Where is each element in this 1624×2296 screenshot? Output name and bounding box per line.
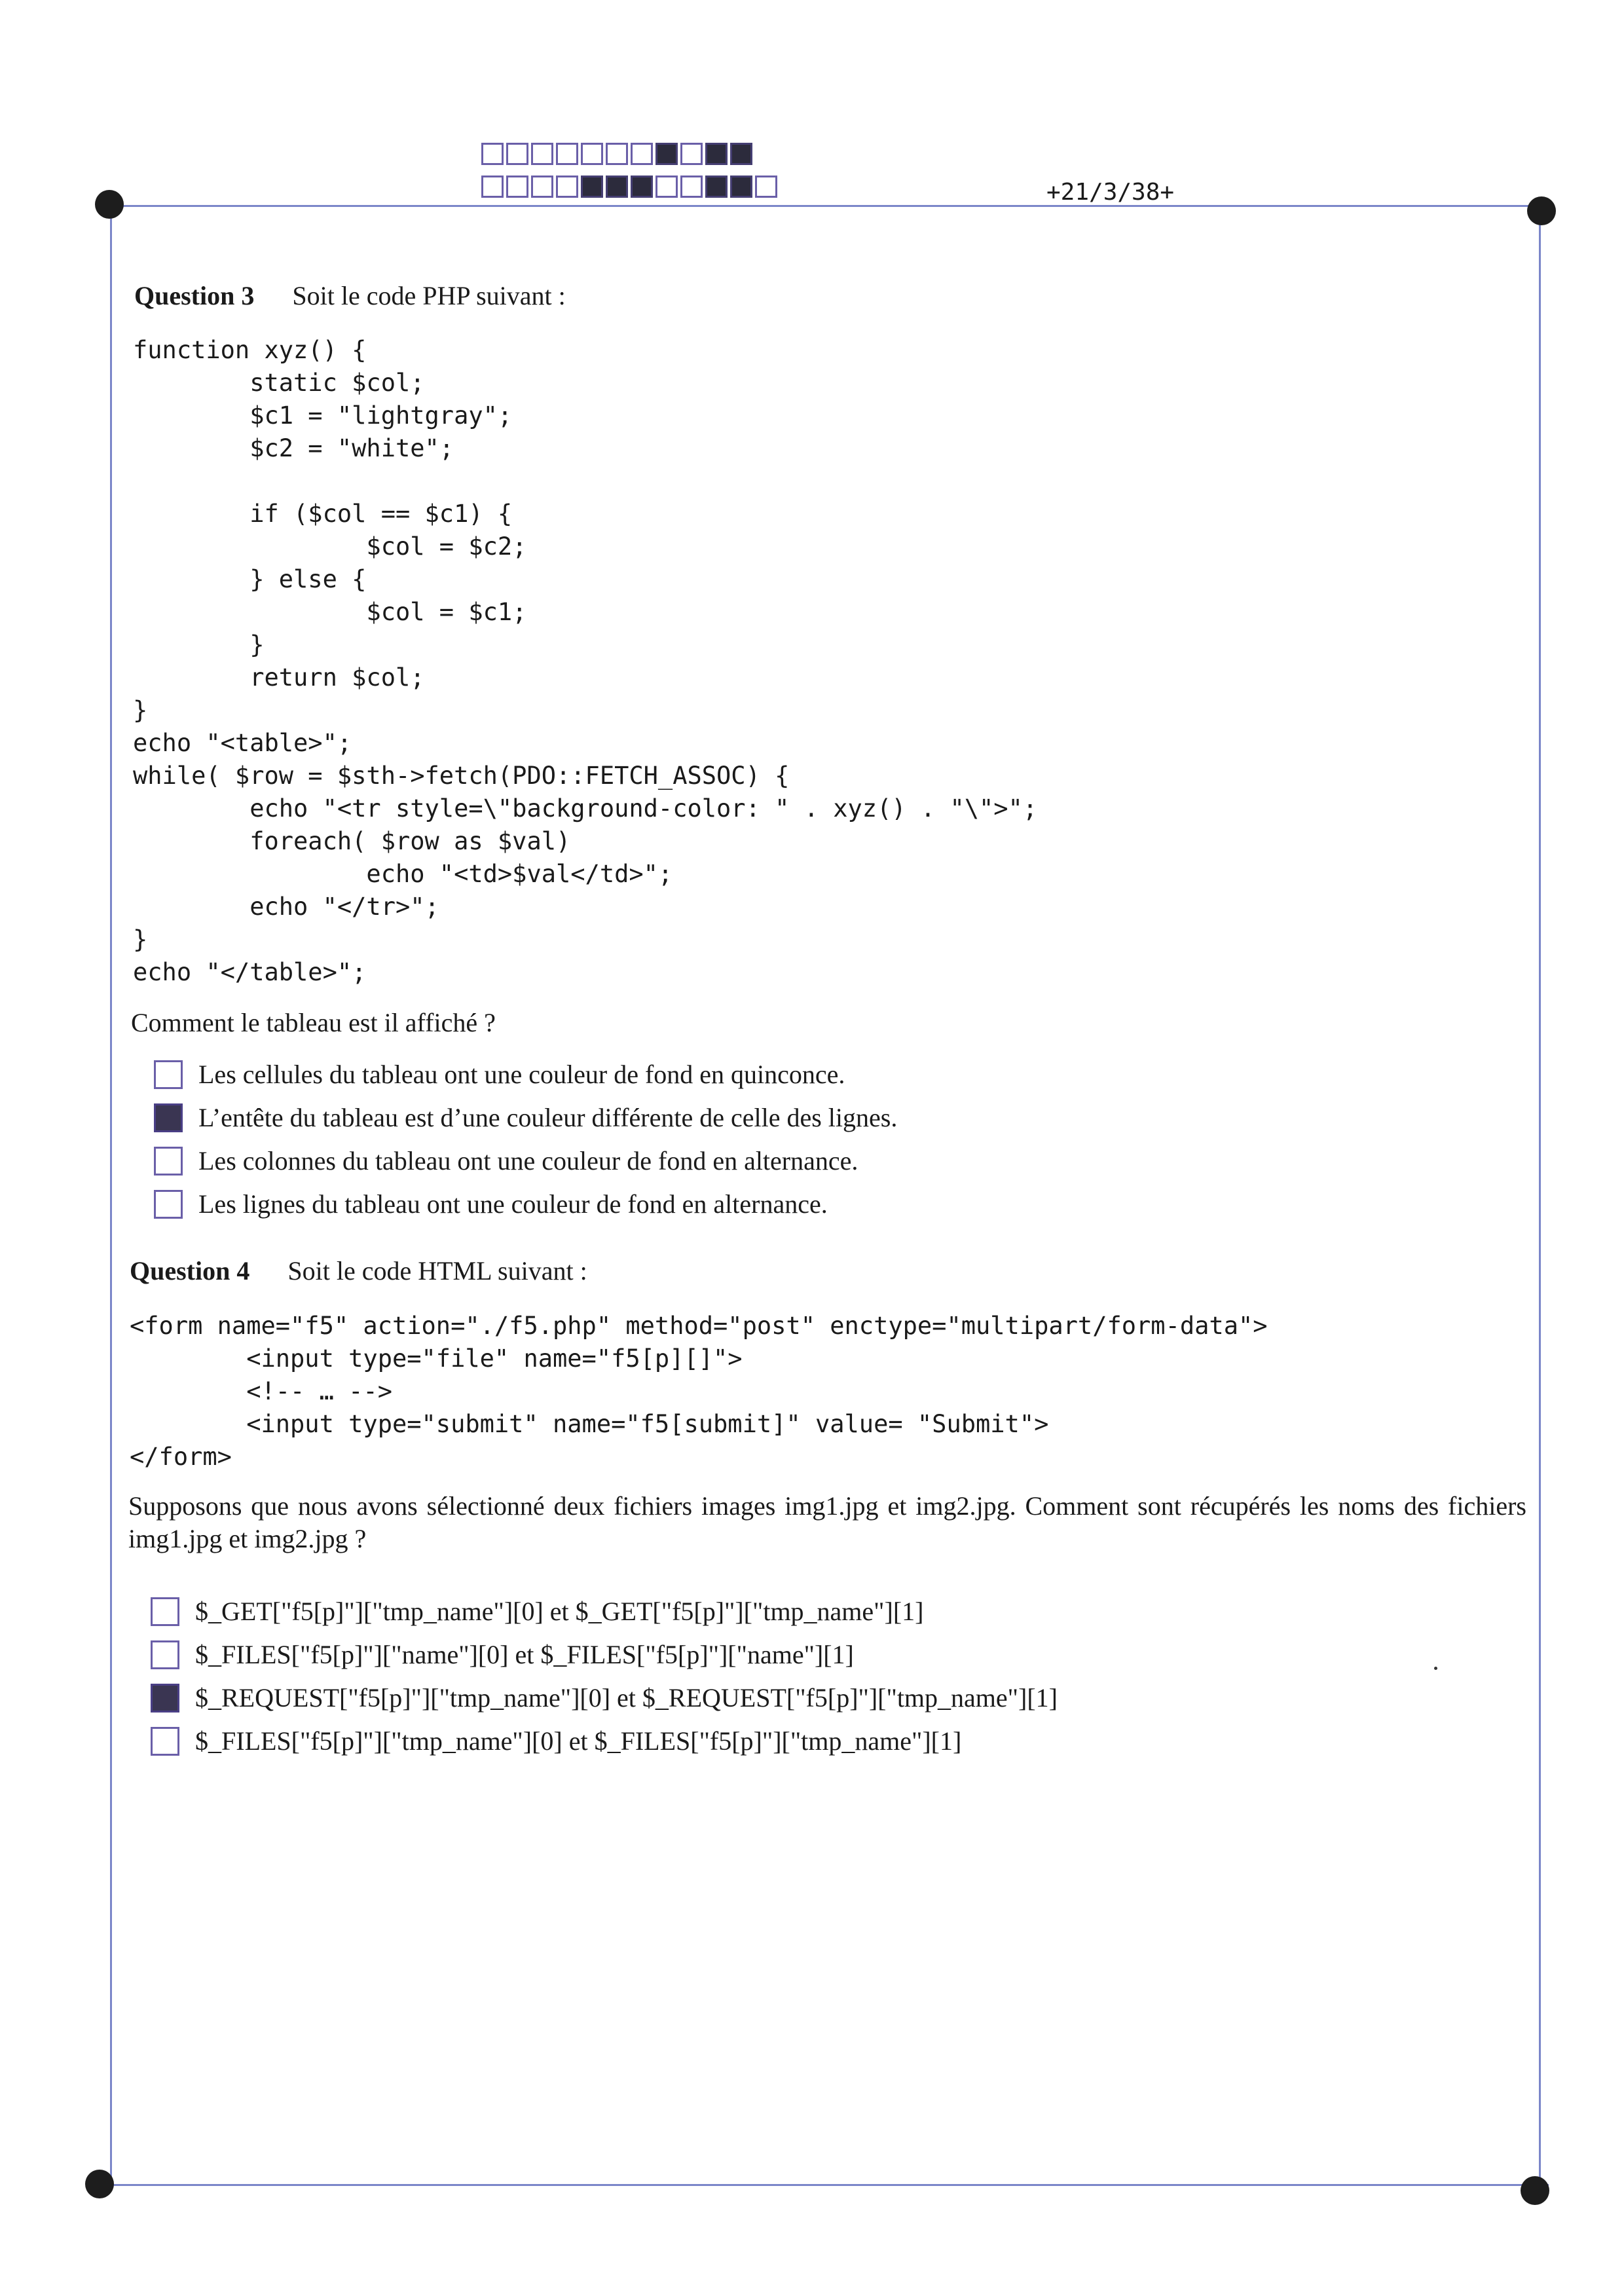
answer-label: L’entête du tableau est d’une couleur différente de celle des lignes. (198, 1103, 898, 1132)
answer-checkbox[interactable] (151, 1727, 179, 1756)
frame-left (110, 206, 112, 2184)
answer-checkbox[interactable] (154, 1103, 183, 1132)
answer-label: $_FILES["f5[p]"]["tmp_name"][0] et $_FILES["f5[p]"]["tmp_name"][1] (195, 1726, 962, 1756)
page-code-box (680, 176, 703, 198)
page-code-box (531, 143, 553, 165)
answer-checkbox[interactable] (151, 1640, 179, 1669)
answer-checkbox[interactable] (151, 1684, 179, 1713)
page-code-box (581, 143, 603, 165)
question-3-answer-2[interactable] (154, 1102, 897, 1133)
scan-speck (1434, 1667, 1437, 1670)
question-4-heading (130, 1255, 587, 1286)
answer-label: $_REQUEST["f5[p]"]["tmp_name"][0] et $_REQUEST["f5[p]"]["tmp_name"][1] (195, 1683, 1058, 1713)
question-4-prompt: Supposons que nous avons sélectionné deux fichiers images img1.jpg et img2.jpg. Comment sont récupérés les noms des fichiers img1.jpg et img2.jpg ? (128, 1491, 1526, 1553)
answer-checkbox[interactable] (154, 1147, 183, 1176)
answer-checkbox[interactable] (151, 1597, 179, 1626)
page-code-box (705, 176, 728, 198)
answer-label: Les lignes du tableau ont une couleur de fond en alternance. (198, 1189, 828, 1219)
answer-label: Les cellules du tableau ont une couleur de fond en quinconce. (198, 1060, 845, 1089)
frame-right (1539, 210, 1541, 2184)
question-4-number: Question 4 (130, 1256, 250, 1286)
page-code-box (631, 143, 653, 165)
question-4-answer-4[interactable] (151, 1726, 961, 1756)
page-code-box (655, 143, 678, 165)
page-code-box (680, 143, 703, 165)
page-code-box (730, 143, 752, 165)
question-4-html-code: <form name="f5" action="./f5.php" method="post" enctype="multipart/form-data"> <input type="file" name="f5[p][]"> <!-- … --> <input type="submit" name="f5[submit]" value= "Submit"> </form> (130, 1312, 1268, 1471)
answer-label: Les colonnes du tableau ont une couleur de fond en alternance. (198, 1146, 858, 1176)
question-3-answer-4[interactable] (154, 1189, 828, 1219)
page-code-box (481, 143, 504, 165)
question-3-php-code: function xyz() { static $col; $c1 = "lightgray"; $c2 = "white"; if ($col == $c1) { $col = $c2; } else { $col = $c1; } return $col; } echo "<table>"; while( $row = $sth->fetch(PDO::FETCH_ASSOC) { echo "<tr style=\"background-color: " . xyz() . "\">"; foreach( $row as $val) echo "<td>$val</td>"; echo "</tr>"; } echo "</table>"; (133, 336, 1038, 986)
question-4-answer-2[interactable] (151, 1639, 854, 1670)
page-code-box (556, 143, 578, 165)
page-code-box (631, 176, 653, 198)
corner-mark-top-right (1527, 196, 1556, 225)
frame-bottom (105, 2184, 1549, 2186)
page-code-row-1 (481, 143, 752, 165)
answer-checkbox[interactable] (154, 1060, 183, 1089)
question-4-answer-1[interactable] (151, 1596, 923, 1627)
corner-mark-top-left (95, 190, 124, 219)
page-code-box (506, 143, 528, 165)
page-code-box (755, 176, 777, 198)
question-3-number: Question 3 (134, 281, 255, 310)
page-number: +21/3/38+ (1046, 179, 1175, 206)
frame-top (105, 205, 1549, 207)
answer-label: $_GET["f5[p]"]["tmp_name"][0] et $_GET["f5[p]"]["tmp_name"][1] (195, 1597, 924, 1626)
page-code-box (556, 176, 578, 198)
page-code-box (705, 143, 728, 165)
question-3-heading (134, 280, 566, 311)
answer-label: $_FILES["f5[p]"]["name"][0] et $_FILES["f5[p]"]["name"][1] (195, 1640, 854, 1669)
page-code-box (730, 176, 752, 198)
question-4-title: Soit le code HTML suivant : (287, 1256, 587, 1286)
question-3-answer-1[interactable] (154, 1059, 845, 1090)
corner-mark-bottom-right (1521, 2176, 1549, 2205)
page-code-box (606, 176, 628, 198)
page-code-box (531, 176, 553, 198)
page-code-box (506, 176, 528, 198)
page-code-box (581, 176, 603, 198)
page-code-row-2 (481, 176, 777, 198)
question-3-prompt: Comment le tableau est il affiché ? (131, 1008, 496, 1037)
question-4-answer-3[interactable] (151, 1682, 1058, 1713)
corner-mark-bottom-left (85, 2170, 114, 2198)
page-code-box (655, 176, 678, 198)
page-code-box (606, 143, 628, 165)
answer-checkbox[interactable] (154, 1190, 183, 1219)
question-3-answer-3[interactable] (154, 1145, 858, 1176)
page-code-box (481, 176, 504, 198)
question-3-title: Soit le code PHP suivant : (292, 281, 566, 310)
